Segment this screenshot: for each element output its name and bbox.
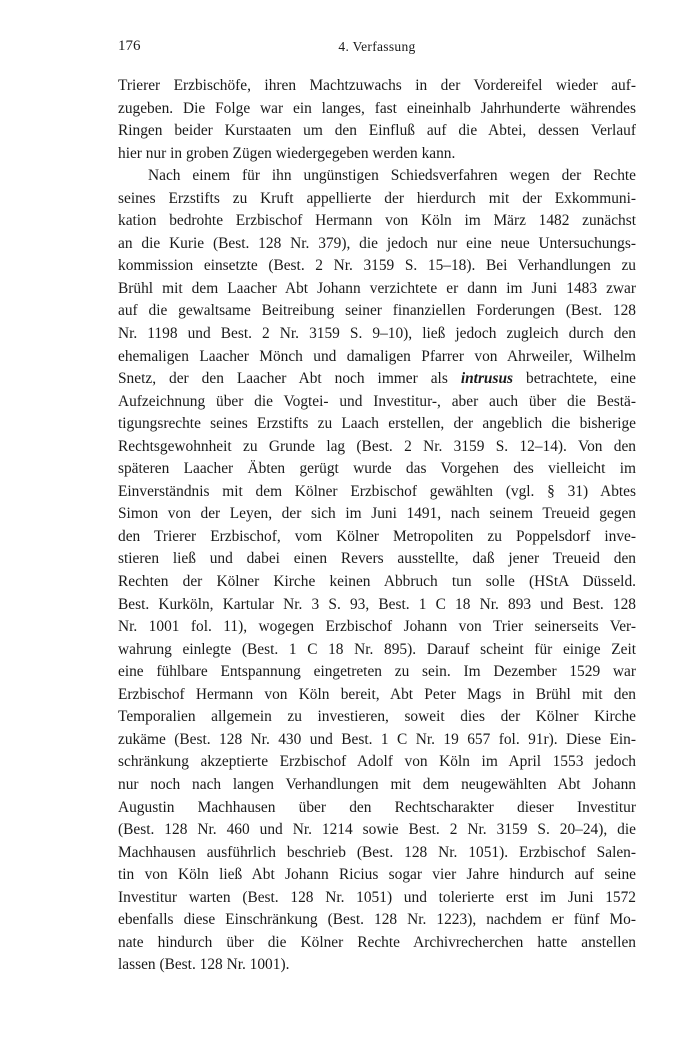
text-line: Einverständnis mit dem Kölner Erzbischof gewählten (vgl. § 31) Abtes (118, 482, 636, 500)
text-line: kommission einsetzte (Best. 2 Nr. 3159 S. 15–18). Bei Verhandlungen zu (118, 257, 636, 275)
text-line: wahrung einlegte (Best. 1 C 18 Nr. 895). Darauf scheint für einige Zeit (118, 640, 636, 658)
paragraph (118, 165, 636, 977)
text-line: zukäme (Best. 128 Nr. 430 und Best. 1 C Nr. 19 657 fol. 91r). Diese Ein- (118, 730, 636, 748)
text-line: Rechtsgewohnheit zu Grunde lag (Best. 2 Nr. 3159 S. 12–14). Von den (118, 437, 636, 455)
text-line: Best. Kurköln, Kartular Nr. 3 S. 93, Best. 1 C 18 Nr. 893 und Best. 128 (118, 595, 636, 613)
text-line: Trierer Erzbischöfe, ihren Machtzuwachs in der Vordereifel wieder auf- (118, 77, 636, 94)
running-head (118, 38, 636, 60)
text-line: nur noch nach langen Verhandlungen mit dem neugewählten Abt Johann (118, 775, 636, 793)
body-text (118, 75, 636, 977)
text-line: seines Erzstifts zu Kruft appellierte der hierdurch mit der Exkommuni- (118, 189, 636, 207)
text-line: Erzbischof Hermann von Köln bereit, Abt Peter Mags in Brühl mit den (118, 685, 636, 703)
page-number: 176 (118, 38, 141, 54)
chapter-title: 4. Verfassung (338, 39, 416, 54)
text-line: Ringen beider Kurstaaten um den Einfluß auf die Abtei, dessen Verlauf (118, 122, 636, 140)
text-line: lassen (Best. 128 Nr. 1001). (118, 956, 290, 974)
text-line: ehemaligen Laacher Mönch und damaligen Pfarrer von Ahrweiler, Wilhelm (118, 347, 636, 365)
text-line: zugeben. Die Folge war ein langes, fast eineinhalb Jahrhunderte währendes (118, 99, 636, 117)
text-line: kation bedrohte Erzbischof Hermann von Köln im März 1482 zunächst (118, 212, 636, 230)
text-line: eine fühlbare Entspannung eingetreten zu sein. Im Dezember 1529 war (118, 663, 636, 681)
text-line: Augustin Machhausen über den Rechtscharakter dieser Investitur (118, 798, 636, 816)
text-line: stieren ließ und dabei einen Revers ausstellte, daß jener Treueid den (118, 550, 636, 568)
emphasized-term: intrusus (460, 370, 514, 388)
text-line: hier nur in groben Zügen wiedergegeben werden kann. (118, 144, 456, 162)
text-line: Nr. 1198 und Best. 2 Nr. 3159 S. 9–10), ließ jedoch zugleich durch den (118, 325, 636, 343)
text-line: schränkung akzeptierte Erzbischof Adolf von Köln im April 1553 jedoch (118, 753, 636, 771)
text-line: an die Kurie (Best. 128 Nr. 379), die jedoch nur eine neue Untersuchungs- (118, 234, 636, 252)
text-line: Machhausen ausführlich beschrieb (Best. 128 Nr. 1051). Erzbischof Salen- (118, 843, 636, 861)
paragraph (118, 75, 636, 165)
text-line: Simon von der Leyen, der sich im Juni 1491, nach seinem Treueid gegen (118, 505, 636, 523)
text-line: Rechten der Kölner Kirche keinen Abbruch tun solle (HStA Düsseld. (118, 573, 636, 591)
text-line: späteren Laacher Äbten gerügt wurde das Vorgehen des vielleicht im (118, 460, 636, 478)
text-line: Investitur warten (Best. 128 Nr. 1051) und tolerierte erst im Juni 1572 (118, 888, 636, 906)
text-line: Aufzeichnung über die Vogtei- und Investitur-, aber auch über die Bestä- (118, 392, 636, 410)
text-line: auf die gewaltsame Beitreibung seiner finanziellen Forderungen (Best. 128 (118, 302, 636, 320)
text-line: Nr. 1001 fol. 11), wogegen Erzbischof Johann von Trier seinerseits Ver- (118, 618, 636, 636)
text-line: den Trierer Erzbischof, vom Kölner Metropoliten zu Poppelsdorf inve- (118, 527, 636, 545)
text-line: tin von Köln ließ Abt Johann Ricius sogar vier Jahre hindurch auf seine (118, 866, 636, 884)
text-line: Temporalien allgemein zu investieren, soweit dies der Kölner Kirche (118, 708, 636, 726)
text-line: nate hindurch über die Kölner Rechte Archivrecherchen hatte anstellen (118, 933, 636, 951)
text-line: (Best. 128 Nr. 460 und Nr. 1214 sowie Best. 2 Nr. 3159 S. 20–24), die (118, 821, 636, 839)
text-line: Brühl mit dem Laacher Abt Johann verzichtete er dann im Juni 1483 zwar (118, 279, 636, 297)
text-line: Snetz, der den Laacher Abt noch immer als intrusus betrachtete, eine (118, 370, 636, 388)
text-line: tigungsrechte seines Erzstifts zu Laach erstellen, der angeblich die bisherige (118, 415, 636, 433)
text-line: ebenfalls diese Einschränkung (Best. 128 Nr. 1223), nachdem er fünf Mo- (118, 911, 636, 929)
text-line: Nach einem für ihn ungünstigen Schiedsverfahren wegen der Rechte (148, 167, 636, 185)
